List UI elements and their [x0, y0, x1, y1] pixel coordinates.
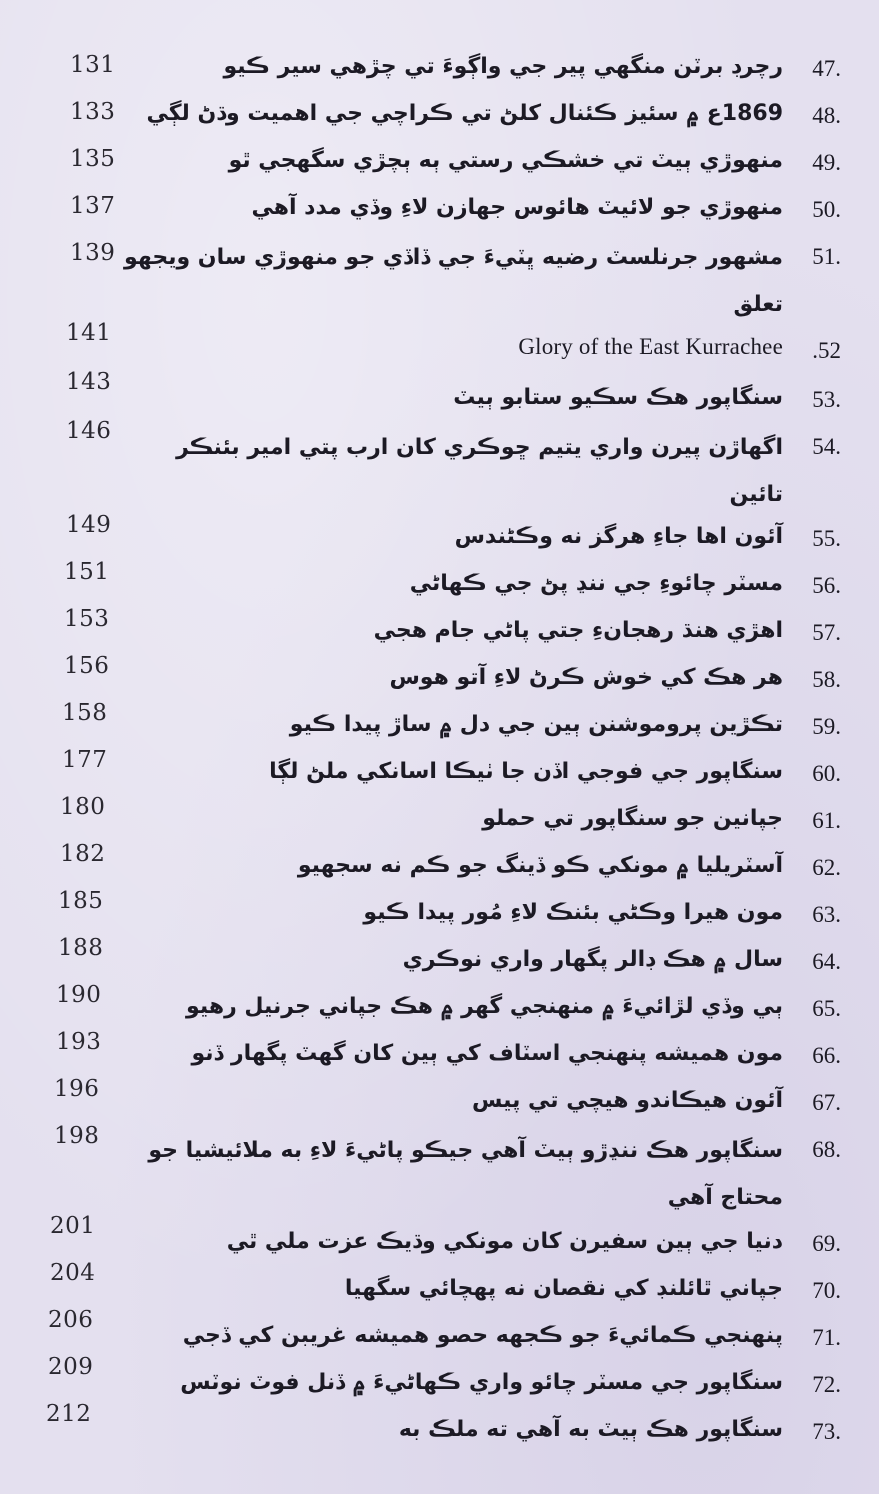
- page-number: 204: [50, 1260, 96, 1286]
- toc-entry: [0, 418, 879, 518]
- entry-number: 71.: [812, 1325, 841, 1350]
- toc-entry: [0, 512, 879, 565]
- page-number: 156: [64, 653, 110, 679]
- entry-number: 53.: [812, 387, 841, 412]
- entry-number: 57.: [812, 620, 841, 645]
- page-number: 137: [70, 193, 116, 219]
- page-number: 196: [54, 1076, 100, 1102]
- entry-title: آئون هيڪاندو هيچي تي پيس: [472, 1088, 783, 1113]
- page-number: 139: [70, 240, 116, 266]
- entry-number: 67.: [812, 1090, 841, 1115]
- toc-entry: [0, 1260, 879, 1317]
- entry-number: 59.: [812, 714, 841, 739]
- page-number: 201: [50, 1213, 96, 1239]
- page-number: 209: [48, 1354, 94, 1380]
- page-number: 193: [56, 1029, 102, 1055]
- toc-entry: [0, 935, 879, 988]
- entry-number: 63.: [812, 902, 841, 927]
- entry-number: 72.: [812, 1372, 841, 1397]
- entry-number: 70.: [812, 1278, 841, 1303]
- entry-title: تڪڙين پروموشنن ٻين جي دل ۾ ساڙ پيدا ڪيو: [289, 712, 783, 737]
- entry-number: 48.: [812, 103, 841, 128]
- entry-number: 66.: [812, 1043, 841, 1068]
- entry-title: هر هڪ کي خوش ڪرڻ لاءِ آتو هوس: [389, 665, 783, 690]
- entry-title: مسٽر چائوءِ جي ننڍ پڻ جي ڪهاڻي: [409, 571, 783, 596]
- page-number: 177: [62, 747, 108, 773]
- toc-entry: [0, 1213, 879, 1270]
- entry-number: 60.: [812, 761, 841, 786]
- page-number: 151: [64, 559, 110, 585]
- toc-entry: [0, 982, 879, 1035]
- entry-number: 55.: [812, 526, 841, 551]
- entry-number: 69.: [812, 1231, 841, 1256]
- page-number: 149: [66, 512, 112, 538]
- entry-number: 61.: [812, 808, 841, 833]
- toc-entry: [0, 320, 879, 379]
- entry-title: ٻي وڏي لڙائيءَ ۾ منهنجي گهر ۾ هڪ جپاني جرنيل رهيو: [186, 994, 783, 1019]
- toc-entry: [0, 1354, 879, 1411]
- toc-entry: [0, 95, 879, 142]
- toc-entry: [0, 142, 879, 189]
- page-number: 131: [70, 52, 116, 78]
- entry-title: سنگاپور هڪ ٻيٽ به آهي ته ملڪ به: [398, 1417, 783, 1442]
- entry-title: منهوڙي جو لائيٽ هائوس جهازن لاءِ وڏي مدد آهي: [251, 195, 783, 220]
- entry-number: 47.: [812, 56, 841, 81]
- page-number: 146: [66, 418, 112, 444]
- toc-entry: [0, 1029, 879, 1082]
- entry-title: سال ۾ هڪ ڊالر پگهار واري نوڪري: [402, 947, 783, 972]
- entry-number: 64.: [812, 949, 841, 974]
- toc-entry: [0, 189, 879, 236]
- toc-entry: [0, 1123, 879, 1223]
- entry-title: مون هميشه پنهنجي اسٽاف کي ٻين کان گهٽ پگهار ڏنو: [191, 1041, 783, 1066]
- page-number: 180: [60, 794, 106, 820]
- entry-title: 1869ع ۾ سئيز ڪئنال کلڻ تي ڪراچي جي اهميت وڌڻ لڳي: [146, 101, 783, 126]
- entry-title: مون هيرا وڪڻي بئنڪ لاءِ مُور پيدا ڪيو: [363, 900, 783, 925]
- toc-entry: [0, 236, 879, 332]
- toc-entry: [0, 1076, 879, 1129]
- page-number: 188: [58, 935, 104, 961]
- entry-number: 49.: [812, 150, 841, 175]
- entry-number: 73.: [812, 1419, 841, 1444]
- toc-entry: [0, 888, 879, 941]
- page-number: 198: [54, 1123, 100, 1149]
- entry-title: دنيا جي ٻين سفيرن کان مونکي وڌيڪ عزت ملي ٿي: [226, 1229, 783, 1254]
- entry-title: سنگاپور هڪ سڪيو ستابو ٻيٽ: [453, 385, 783, 410]
- toc-entry: [0, 606, 879, 659]
- toc-entry: [0, 700, 879, 753]
- page-number: 133: [70, 99, 116, 125]
- toc-entry: [0, 1307, 879, 1364]
- page-number: 135: [70, 146, 116, 172]
- toc-entry: [0, 559, 879, 612]
- page-number: 143: [66, 369, 112, 395]
- table-of-contents: [0, 48, 879, 1458]
- entry-number: 56.: [812, 573, 841, 598]
- page-number: 185: [58, 888, 104, 914]
- toc-entry: [0, 48, 879, 95]
- entry-title: سنگاپور جي فوجي اڏن جا ٺيڪا اسانکي ملڻ لڳا: [269, 759, 783, 784]
- toc-entry: [0, 653, 879, 706]
- entry-title: اگهاڙن پيرن واري يتيم ڇوڪري کان ارب پتي امير بئنڪر تائين: [176, 435, 783, 507]
- entry-title: Glory of the East Kurrachee: [518, 334, 783, 359]
- toc-entry: [0, 747, 879, 800]
- entry-title: منهوڙي ٻيٽ تي خشڪي رستي ٻه ٻچڙي سگهجي ٿو: [228, 148, 783, 173]
- toc-entry: [0, 369, 879, 426]
- entry-title: رچرڊ برٽن منگهي پير جي واڳوءَ تي چڙهي سير ڪيو: [223, 54, 783, 79]
- entry-title: جپانين جو سنگاپور تي حملو: [482, 806, 783, 831]
- page-number: 158: [62, 700, 108, 726]
- page-number: 190: [56, 982, 102, 1008]
- entry-title: آئون اها جاءِ هرگز نه وڪڻندس: [454, 524, 783, 549]
- entry-title: پنهنجي ڪمائيءَ جو ڪجهه حصو هميشه غريبن کي ڏجي: [182, 1323, 783, 1348]
- entry-title: آسٽريليا ۾ مونکي ڪو ڏينگ جو ڪم نه سجهيو: [297, 853, 783, 878]
- entry-number: 50.: [812, 197, 841, 222]
- entry-number: 58.: [812, 667, 841, 692]
- page-number: 153: [64, 606, 110, 632]
- entry-number: 68.: [812, 1137, 841, 1162]
- entry-number: 65.: [812, 996, 841, 1021]
- page-number: 212: [46, 1401, 92, 1427]
- entry-number: 62.: [812, 855, 841, 880]
- entry-number: 51.: [812, 244, 841, 269]
- entry-title: مشهور جرنلسٽ رضيه ڀٽيءَ جي ڏاڏي جو منهوڙي سان ويجهو تعلق: [124, 245, 783, 317]
- page-number: 206: [48, 1307, 94, 1333]
- entry-title: سنگاپور هڪ ننڍڙو ٻيٽ آهي جيڪو پاڻيءَ لاءِ به ملائيشيا جو محتاج آهي: [148, 1138, 783, 1210]
- entry-title: اهڙي هنڌ رهجانءِ جتي پاڻي جام هجي: [373, 618, 783, 643]
- entry-title: جپاني ٿائلنڊ کي نقصان نه پهچائي سگهيا: [344, 1276, 783, 1301]
- toc-entry: [0, 1401, 879, 1458]
- toc-entry: [0, 794, 879, 847]
- toc-entry: [0, 841, 879, 894]
- entry-title: سنگاپور جي مسٽر چائو واري ڪهاڻيءَ ۾ ڏنل فوٽ نوٽس: [180, 1370, 783, 1395]
- entry-number: .52: [812, 338, 841, 363]
- page-number: 141: [66, 320, 112, 346]
- entry-number: 54.: [812, 434, 841, 459]
- page-number: 182: [60, 841, 106, 867]
